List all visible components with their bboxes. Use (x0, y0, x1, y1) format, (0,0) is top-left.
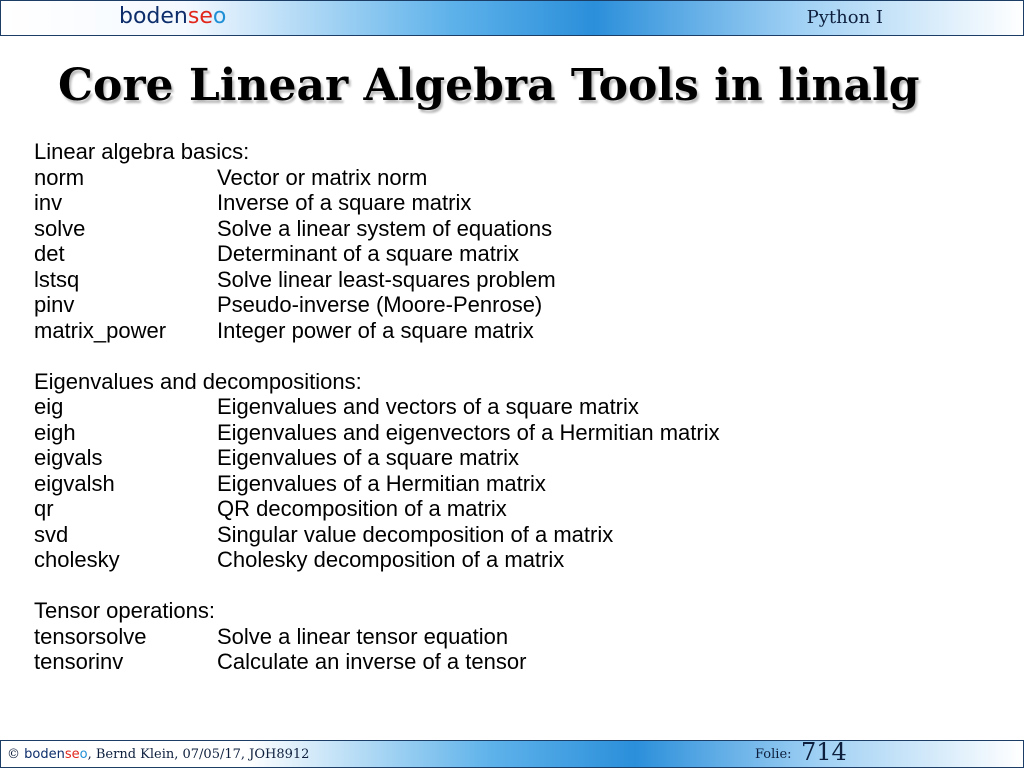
function-description: Solve linear least-squares problem (217, 266, 556, 292)
function-row (34, 267, 994, 293)
function-description: Eigenvalues and eigenvectors of a Hermitian matrix (217, 419, 720, 445)
function-name: svd (34, 521, 69, 547)
function-description: Cholesky decomposition of a matrix (217, 547, 565, 572)
function-name: eigvalsh (34, 470, 115, 496)
section-heading: Tensor operations: (34, 598, 215, 623)
function-row (34, 624, 994, 650)
function-name: eig (34, 394, 64, 419)
function-description: Integer power of a square matrix (217, 317, 534, 343)
function-row (34, 216, 994, 242)
function-row (34, 190, 994, 216)
function-name: norm (34, 164, 85, 190)
function-name: pinv (34, 292, 75, 317)
function-description: Determinant of a square matrix (217, 241, 520, 266)
section-heading: Eigenvalues and decompositions: (34, 368, 362, 394)
section-tensor-operations (34, 598, 994, 675)
header-bar (0, 0, 1024, 36)
brand-logo: bodenseo (119, 4, 227, 29)
section-eigenvalues-decompositions (34, 369, 994, 573)
function-name: lstsq (34, 266, 80, 292)
function-row (34, 471, 994, 497)
section-linear-algebra-basics (34, 139, 994, 343)
function-description: Solve a linear tensor equation (217, 623, 509, 649)
footer-brand: bodenseo (24, 747, 88, 762)
function-description: Pseudo-inverse (Moore-Penrose) (217, 292, 543, 317)
function-name: cholesky (34, 547, 120, 572)
slide-number: 714 (801, 738, 847, 766)
function-row (34, 547, 994, 573)
function-name: qr (34, 496, 54, 521)
function-description: Vector or matrix norm (217, 164, 428, 190)
course-title: Python I (806, 7, 883, 28)
footer-bar (0, 740, 1024, 768)
function-name: tensorinv (34, 649, 124, 674)
function-row (34, 420, 994, 446)
function-row (34, 522, 994, 548)
function-row (34, 394, 994, 420)
function-name: matrix_power (34, 317, 167, 343)
function-name: tensorsolve (34, 623, 147, 649)
function-name: eigvals (34, 445, 103, 470)
footer-author-info: , Bernd Klein, 07/05/17, JOH8912 (87, 747, 310, 762)
function-description: Eigenvalues of a Hermitian matrix (217, 470, 546, 496)
slide-content (34, 139, 994, 700)
function-row (34, 241, 994, 267)
function-name: eigh (34, 419, 76, 445)
function-description: Singular value decomposition of a matrix (217, 521, 614, 547)
slide-number-label: Folie: (755, 747, 792, 762)
function-description: QR decomposition of a matrix (217, 496, 507, 521)
function-row (34, 496, 994, 522)
function-name: det (34, 241, 65, 266)
function-row (34, 165, 994, 191)
function-description: Inverse of a square matrix (217, 190, 472, 215)
function-row (34, 649, 994, 675)
slide-title: Core Linear Algebra Tools in linalg (58, 60, 920, 111)
function-row (34, 445, 994, 471)
section-heading: Linear algebra basics: (34, 139, 250, 164)
function-name: solve (34, 215, 86, 241)
function-description: Calculate an inverse of a tensor (217, 649, 527, 674)
function-row (34, 292, 994, 318)
function-description: Eigenvalues of a square matrix (217, 445, 520, 470)
function-row (34, 318, 994, 344)
function-name: inv (34, 190, 63, 215)
footer-copyright: © bodenseo, Bernd Klein, 07/05/17, JOH8912 (7, 747, 310, 762)
function-description: Eigenvalues and vectors of a square matrix (217, 394, 639, 419)
function-description: Solve a linear system of equations (217, 215, 553, 241)
